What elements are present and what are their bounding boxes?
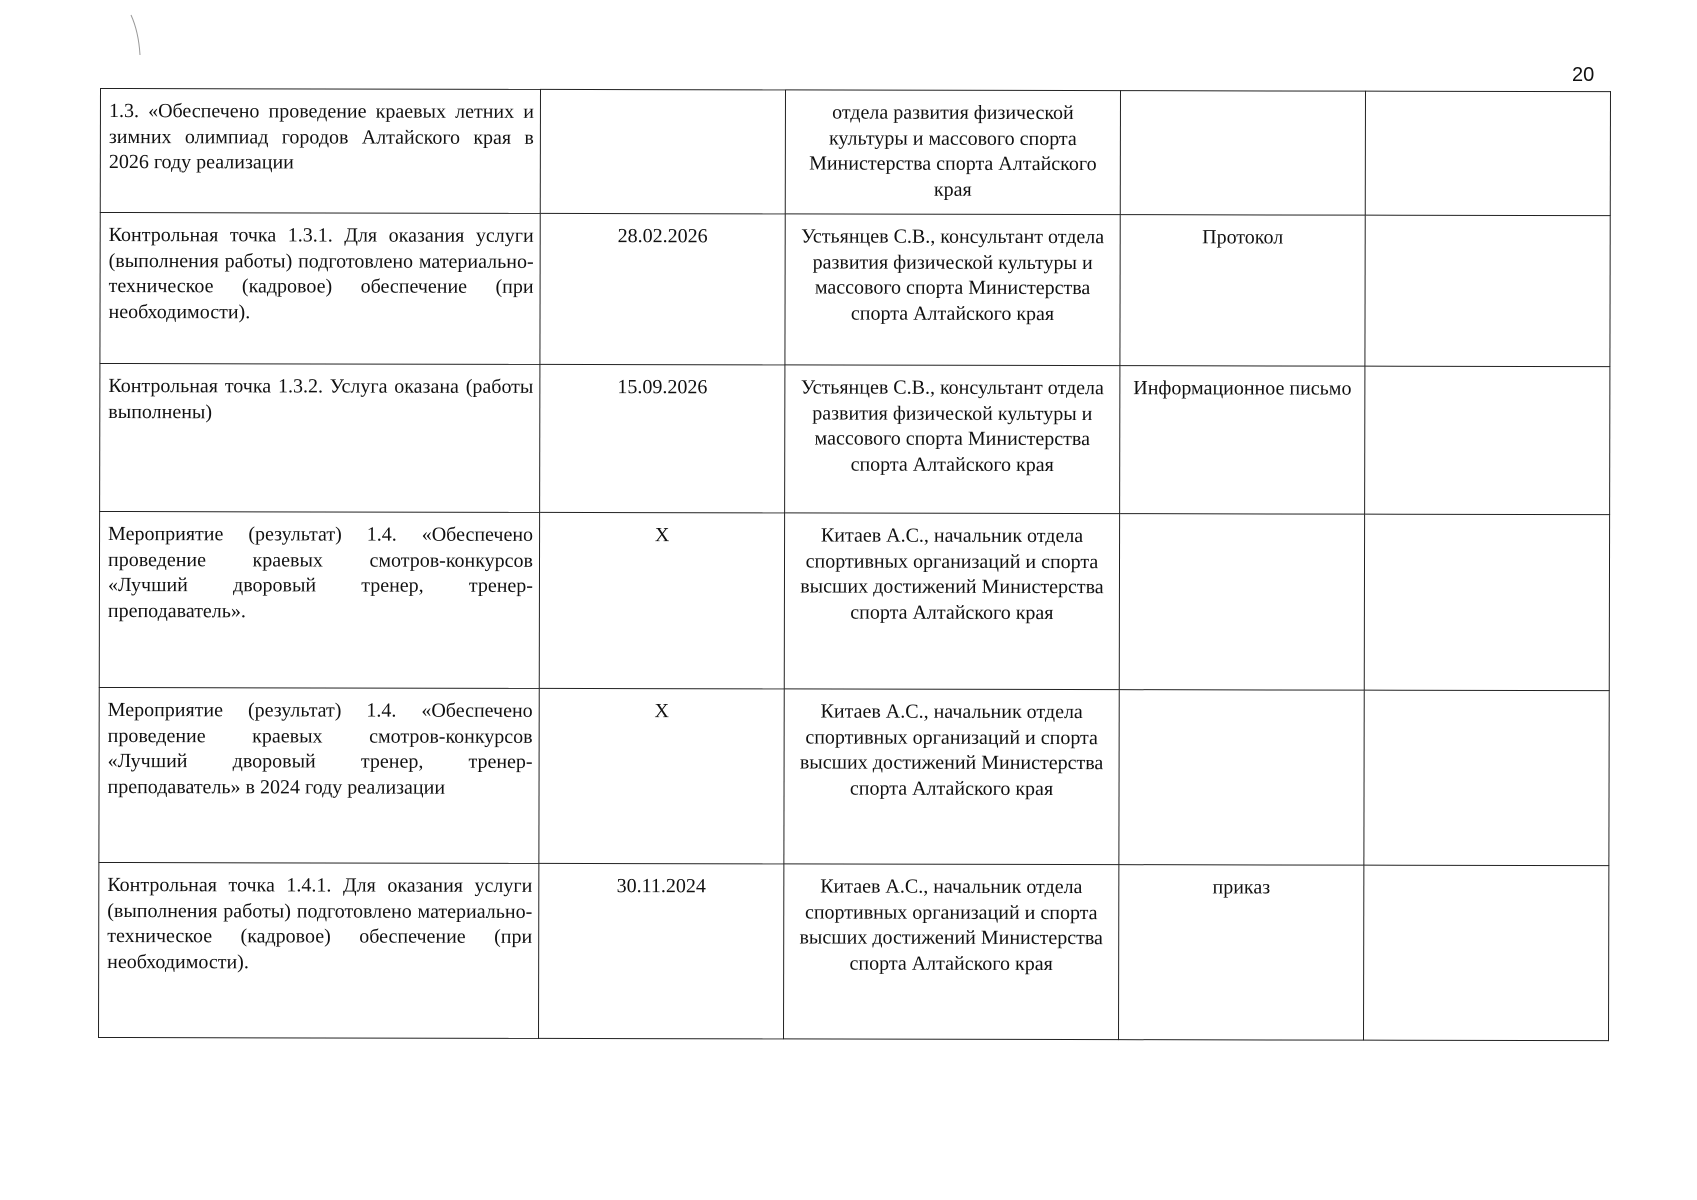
cell-responsible: отдела развития физической культуры и массового спорта Министерства спорта Алтайского края xyxy=(785,90,1120,215)
cell-date: X xyxy=(539,688,784,864)
cell-responsible: Устьянцев С.В., консультант отдела развития физической культуры и массового спорта Министерства спорта Алтайского края xyxy=(785,365,1120,514)
cell-extra xyxy=(1364,865,1609,1041)
table-row xyxy=(100,89,1610,216)
cell-responsible: Устьянцев С.В., консультант отдела развития физической культуры и массового спорта Министерства спорта Алтайского края xyxy=(785,214,1120,366)
cell-date: 15.09.2026 xyxy=(540,364,785,513)
table-row xyxy=(99,512,1609,691)
cell-date: X xyxy=(539,512,784,689)
table-row xyxy=(100,364,1610,515)
cell-document: Протокол xyxy=(1120,215,1365,367)
cell-extra xyxy=(1365,91,1610,216)
cell-document xyxy=(1120,91,1365,216)
cell-name: Контрольная точка 1.3.1. Для оказания услуги (выполнения работы) подготовлено материально-техническое (кадровое) обеспечение (при необходимости). xyxy=(100,213,540,365)
cell-document: приказ xyxy=(1119,865,1364,1041)
cell-extra xyxy=(1365,215,1610,367)
cell-name: Контрольная точка 1.3.2. Услуга оказана (работы выполнены) xyxy=(100,364,540,513)
cell-responsible: Китаев А.С., начальник отдела спортивных организаций и спорта высших достижений Министерства спорта Алтайского края xyxy=(784,513,1119,690)
cell-document: Информационное письмо xyxy=(1120,366,1365,515)
cell-name: Контрольная точка 1.4.1. Для оказания услуги (выполнения работы) подготовлено материально-техническое (кадровое) обеспечение (при необходимости). xyxy=(99,862,539,1038)
cell-document xyxy=(1119,514,1364,691)
table-row xyxy=(100,213,1610,367)
cell-date: 30.11.2024 xyxy=(539,863,784,1039)
page-number: 20 xyxy=(1572,64,1595,86)
cell-date xyxy=(540,89,785,214)
table-row xyxy=(99,862,1609,1040)
cell-name: 1.3. «Обеспечено проведение краевых летних и зимних олимпиад городов Алтайского края в 2026 году реализации xyxy=(100,89,540,214)
cell-document xyxy=(1119,690,1364,866)
plan-table xyxy=(98,88,1611,1041)
table-row xyxy=(99,687,1609,865)
cell-date: 28.02.2026 xyxy=(540,213,785,365)
cell-responsible: Китаев А.С., начальник отдела спортивных организаций и спорта высших достижений Министерства спорта Алтайского края xyxy=(784,689,1119,865)
cell-name: Мероприятие (результат) 1.4. «Обеспечено проведение краевых смотров-конкурсов «Лучший дворовый тренер, тренер-преподаватель» в 2024 году реализации xyxy=(99,687,539,863)
cell-extra xyxy=(1364,690,1609,866)
cell-responsible: Китаев А.С., начальник отдела спортивных организаций и спорта высших достижений Министерства спорта Алтайского края xyxy=(784,864,1119,1040)
scan-artifact-mark xyxy=(130,14,142,56)
cell-extra xyxy=(1365,366,1610,515)
cell-name: Мероприятие (результат) 1.4. «Обеспечено проведение краевых смотров-конкурсов «Лучший дворовый тренер, тренер-преподаватель». xyxy=(99,512,539,689)
cell-extra xyxy=(1364,514,1609,691)
